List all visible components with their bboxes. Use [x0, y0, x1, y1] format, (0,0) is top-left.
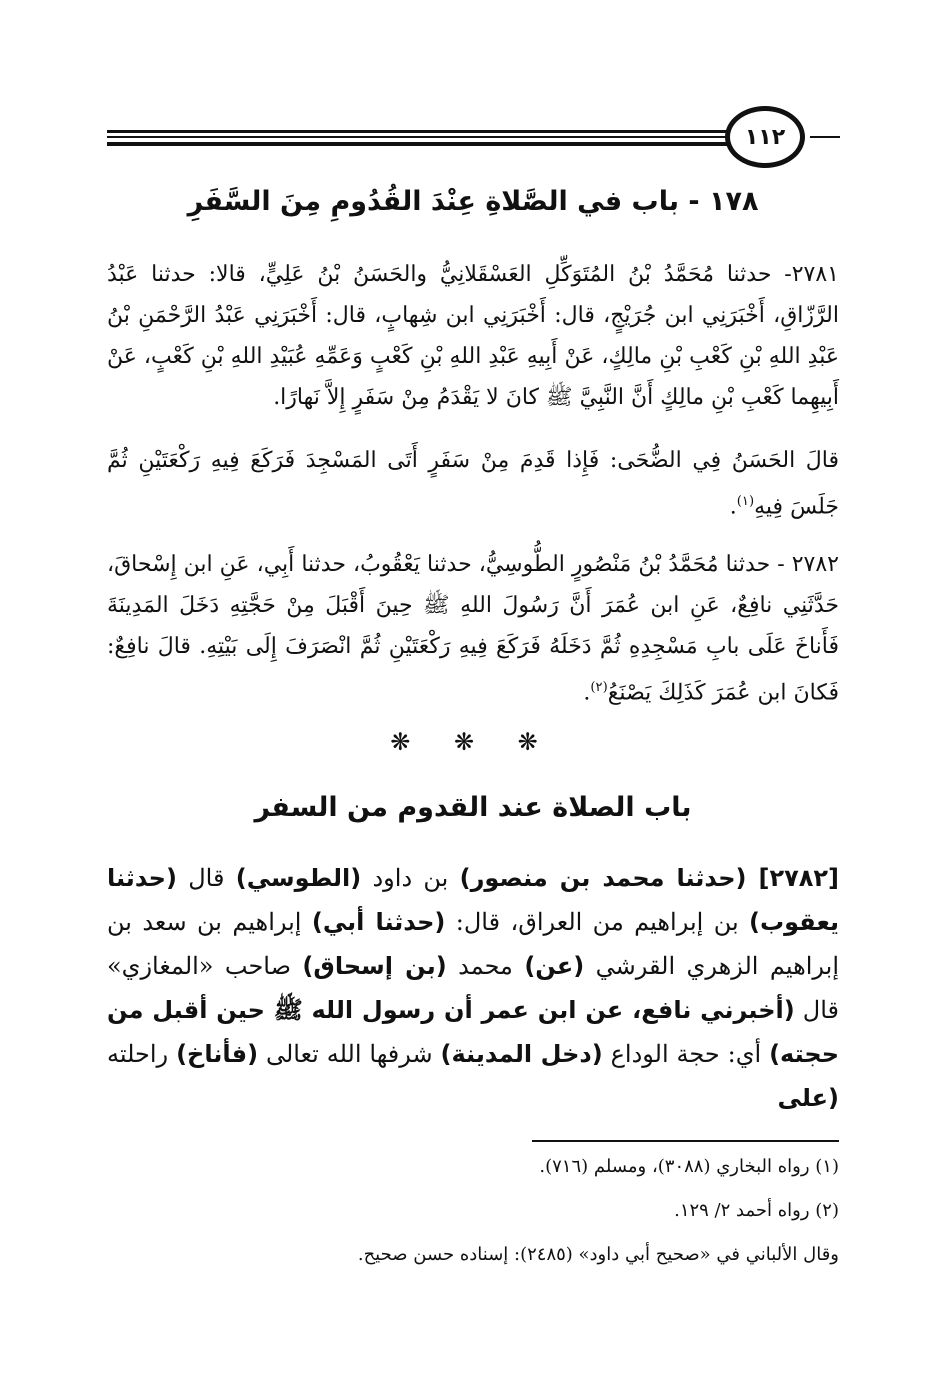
commentary-quoted-text: (حدثنا أبي) [311, 908, 446, 936]
commentary-quoted-text: (حدثنا يعقوب) [107, 864, 839, 936]
page-number: ١١٢ [744, 124, 786, 150]
footnote-3: وقال الألباني في «صحيح أبي داود» (٢٤٨٥): إسناده حسن صحيح. [357, 1244, 839, 1265]
footnote-divider [532, 1140, 839, 1142]
hadith-2782-text: ٢٧٨٢ - حدثنا مُحَمَّدُ بْنُ مَنْصُورٍ الطُّوسِيُّ، حدثنا يَعْقُوبُ، حدثنا أَبِي، عَنِ ابن إِسْحاقَ، حَدَّثَنِي نافِعٌ، عَنِ ابن عُمَرَ أَنَّ رَسُولَ اللهِ ﷺ حِينَ أَقْبَلَ مِنْ حَجَّتِهِ دَخَلَ المَدِينَةَ فَأَناخَ عَلَى بابِ مَسْجِدِهِ ثُمَّ دَخَلَهُ فَرَكَعَ فِيهِ رَكْعَتَيْنِ ثُمَّ انْصَرَفَ إِلَى بَيْتِهِ. قالَ نافِعٌ: فَكانَ ابن عُمَرَ كَذَلِكَ يَصْنَعُ [107, 552, 839, 706]
commentary-explanation-text: إبراهيم بن سعد بن إبراهيم الزهري القرشي [107, 908, 840, 980]
commentary-quoted-text: (أخبرني نافع، عن ابن عمر أن رسول الله ﷺ حين أقبل من حجته) [107, 996, 839, 1068]
header-rule-right [810, 136, 840, 138]
commentary-explanation-text: صاحب «المغازي» قال [107, 952, 839, 1024]
header-rule-bottom [107, 142, 727, 146]
hadith-2781 [107, 254, 839, 418]
hadith-2781-comment: قالَ الحَسَنُ فِي الضُّحَى: فَإِذا قَدِمَ مِنْ سَفَرٍ أَتَى المَسْجِدَ فَرَكَعَ فِيهِ رَكْعَتَيْنِ ثُمَّ جَلَسَ فِيهِ$^{(١)}$. [107, 448, 839, 520]
footnote-2: (٢) رواه أحمد ٢/ ١٢٩. [674, 1200, 839, 1221]
commentary-quoted-text: [٢٧٨٢] (حدثنا محمد بن منصور) [459, 864, 839, 892]
hadith-2782: ٢٧٨٢ - حدثنا مُحَمَّدُ بْنُ مَنْصُورٍ الطُّوسِيُّ، حدثنا يَعْقُوبُ، حدثنا أَبِي، عَنِ ابن إِسْحاقَ، حَدَّثَنِي نافِعٌ، عَنِ ابن عُمَرَ أَنَّ رَسُولَ اللهِ ﷺ حِينَ أَقْبَلَ مِنْ حَجَّتِهِ دَخَلَ المَدِينَةَ فَأَناخَ عَلَى بابِ مَسْجِدِهِ ثُمَّ دَخَلَهُ فَرَكَعَ فِيهِ رَكْعَتَيْنِ ثُمَّ انْصَرَفَ إِلَى بَيْتِهِ. قالَ نافِعٌ: فَكانَ ابن عُمَرَ كَذَلِكَ يَصْنَعُ$^{(٢)}$. [107, 552, 839, 706]
commentary-body [107, 856, 839, 1120]
commentary-quoted-text: (دخل المدينة) [440, 1040, 603, 1068]
header-rule-top [107, 130, 727, 133]
footnote-1: (١) رواه البخاري (٣٠٨٨)، ومسلم (٧١٦). [539, 1156, 839, 1177]
commentary-title: باب الصلاة عند القدوم من السفر [254, 792, 692, 823]
footnote-marker-1[interactable]: (١) [736, 494, 755, 509]
section-separator: ❋ ❋ ❋ [390, 728, 556, 756]
hadith-2781-text: ٢٧٨١- حدثنا مُحَمَّدُ بْنُ المُتَوَكِّلِ العَسْقَلانِيُّ والحَسَنُ بْنُ عَلِيٍّ، قالا: حدثنا عَبْدُ الرَّزّاقِ، أَخْبَرَنِي ابن جُرَيْجٍ، قال: أَخْبَرَنِي ابن شِهابٍ، قال: أَخْبَرَنِي عَبْدُ الرَّحْمَنِ بْنُ عَبْدِ اللهِ بْنِ كَعْبِ بْنِ مالِكٍ، عَنْ أَبِيهِ عَبْدِ اللهِ بْنِ كَعْبٍ وَعَمِّهِ عُبَيْدِ اللهِ بْنِ كَعْبٍ، عَنْ أَبِيهِما كَعْبِ بْنِ مالِكٍ أَنَّ النَّبِيَّ ﷺ كانَ لا يَقْدَمُ مِنْ سَفَرٍ إِلاَّ نَهارًا. [107, 262, 839, 410]
commentary-quoted-text: (فأناخ) [176, 1040, 259, 1068]
commentary-explanation-text: راحلته [107, 1040, 177, 1068]
commentary-explanation-text: أي: حجة الوداع [602, 1040, 770, 1068]
commentary-explanation-text: قال [176, 864, 236, 892]
header-rule-middle [107, 136, 727, 138]
commentary-quoted-text: (عن) [524, 952, 585, 980]
commentary-explanation-text: بن إبراهيم من العراق، قال: [445, 908, 750, 936]
footnote-marker-2[interactable]: (٢) [590, 680, 608, 695]
commentary-quoted-text: (على [777, 1084, 839, 1112]
commentary-explanation-text: شرفها الله تعالى [258, 1040, 441, 1068]
commentary-quoted-text: (الطوسي) [235, 864, 362, 892]
chapter-title: ١٧٨ - باب في الصَّلاةِ عِنْدَ القُدُومِ مِنَ السَّفَرِ [187, 186, 759, 217]
hadith-2781-comment-text: قالَ الحَسَنُ فِي الضُّحَى: فَإِذا قَدِمَ مِنْ سَفَرٍ أَتَى المَسْجِدَ فَرَكَعَ فِيهِ رَكْعَتَيْنِ ثُمَّ جَلَسَ فِيهِ [107, 448, 839, 520]
commentary-quoted-text: (بن إسحاق) [302, 952, 447, 980]
commentary-explanation-text: محمد [446, 952, 525, 980]
page-number-circle [725, 106, 805, 168]
commentary-explanation-text: بن داود [361, 864, 460, 892]
